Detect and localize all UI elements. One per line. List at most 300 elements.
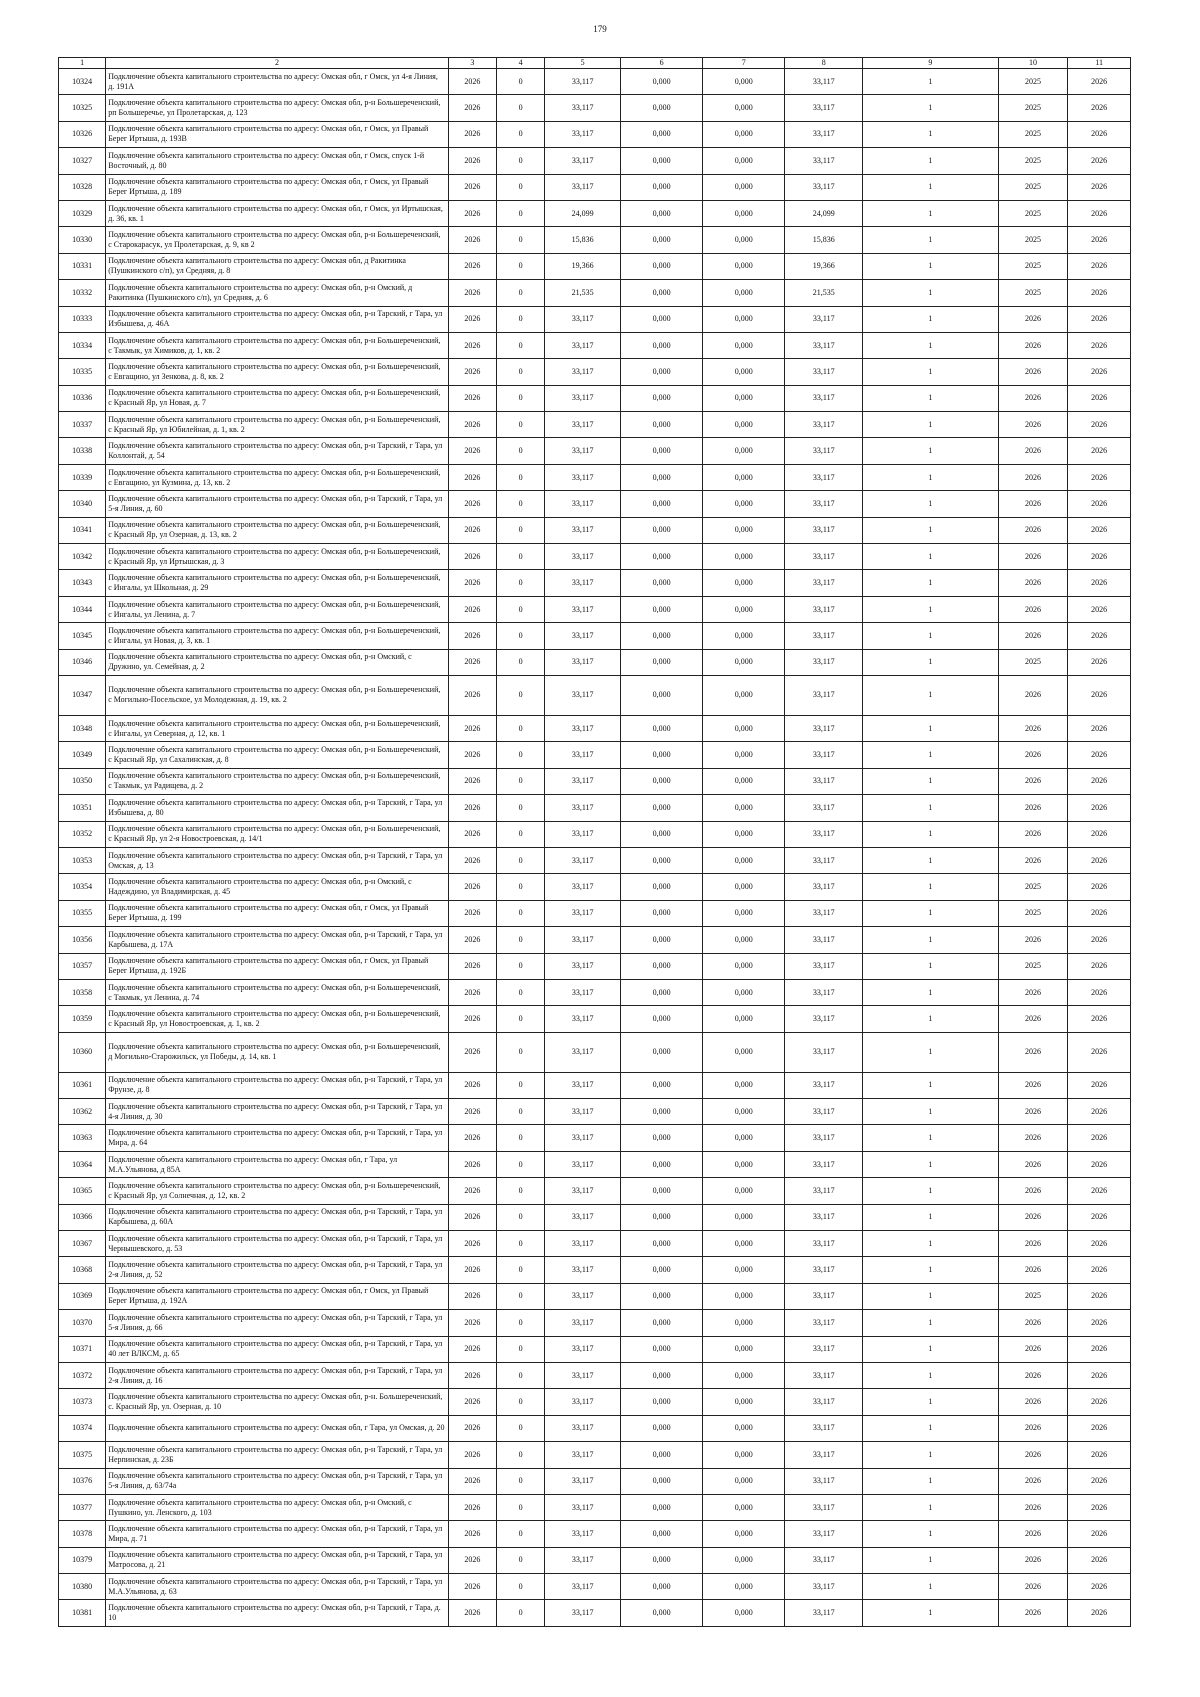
- table-row: [59, 768, 1131, 794]
- cell-col-11: 2026: [1068, 596, 1131, 622]
- cell-col-7: 0,000: [703, 675, 785, 715]
- table-row: [59, 517, 1131, 543]
- cell-col-8: 33,117: [785, 1415, 863, 1441]
- cell-col-8: 33,117: [785, 148, 863, 174]
- cell-col-4: 0: [497, 623, 545, 649]
- cell-col-8: 33,117: [785, 623, 863, 649]
- table-row: [59, 649, 1131, 675]
- cell-col-5: 33,117: [545, 596, 621, 622]
- cell-col-8: 24,099: [785, 200, 863, 226]
- cell-col-7: 0,000: [703, 1231, 785, 1257]
- cell-col-6: 0,000: [621, 795, 703, 821]
- cell-col-10: 2025: [998, 200, 1068, 226]
- row-id: 10345: [59, 623, 106, 649]
- cell-col-7: 0,000: [703, 1032, 785, 1072]
- row-description: Подключение объекта капитального строительства по адресу: Омская обл, г Тара, ул Омская, д. 20: [106, 1415, 449, 1441]
- row-id: 10379: [59, 1547, 106, 1573]
- cell-col-8: 33,117: [785, 649, 863, 675]
- cell-col-10: 2026: [998, 1032, 1068, 1072]
- cell-col-9: 1: [863, 1178, 998, 1204]
- cell-col-11: 2026: [1068, 491, 1131, 517]
- cell-col-3: 2026: [448, 900, 496, 926]
- cell-col-5: 33,117: [545, 1494, 621, 1520]
- cell-col-11: 2026: [1068, 174, 1131, 200]
- cell-col-7: 0,000: [703, 1415, 785, 1441]
- cell-col-8: 33,117: [785, 1072, 863, 1098]
- cell-col-7: 0,000: [703, 795, 785, 821]
- cell-col-7: 0,000: [703, 174, 785, 200]
- cell-col-6: 0,000: [621, 1547, 703, 1573]
- cell-col-11: 2026: [1068, 438, 1131, 464]
- cell-col-6: 0,000: [621, 464, 703, 490]
- cell-col-7: 0,000: [703, 649, 785, 675]
- cell-col-5: 33,117: [545, 95, 621, 121]
- column-number-4: 4: [497, 58, 545, 69]
- cell-col-7: 0,000: [703, 1521, 785, 1547]
- row-id: 10370: [59, 1310, 106, 1336]
- cell-col-3: 2026: [448, 1151, 496, 1177]
- row-id: 10329: [59, 200, 106, 226]
- cell-col-11: 2026: [1068, 1006, 1131, 1032]
- row-id: 10344: [59, 596, 106, 622]
- cell-col-5: 33,117: [545, 1547, 621, 1573]
- cell-col-4: 0: [497, 953, 545, 979]
- cell-col-5: 33,117: [545, 1521, 621, 1547]
- row-id: 10366: [59, 1204, 106, 1230]
- cell-col-4: 0: [497, 544, 545, 570]
- cell-col-3: 2026: [448, 675, 496, 715]
- cell-col-8: 33,117: [785, 715, 863, 741]
- cell-col-11: 2026: [1068, 675, 1131, 715]
- cell-col-7: 0,000: [703, 742, 785, 768]
- cell-col-4: 0: [497, 306, 545, 332]
- table-row: [59, 900, 1131, 926]
- cell-col-4: 0: [497, 412, 545, 438]
- cell-col-7: 0,000: [703, 979, 785, 1005]
- cell-col-6: 0,000: [621, 1006, 703, 1032]
- cell-col-4: 0: [497, 675, 545, 715]
- cell-col-3: 2026: [448, 1336, 496, 1362]
- cell-col-9: 1: [863, 1310, 998, 1336]
- cell-col-10: 2025: [998, 649, 1068, 675]
- row-description: Подключение объекта капитального строительства по адресу: Омская обл, р-н Большереченский, рп Большеречье, ул Пролетарская, д. 123: [106, 95, 449, 121]
- cell-col-5: 33,117: [545, 847, 621, 873]
- cell-col-9: 1: [863, 306, 998, 332]
- cell-col-3: 2026: [448, 227, 496, 253]
- cell-col-5: 33,117: [545, 1204, 621, 1230]
- cell-col-4: 0: [497, 148, 545, 174]
- table-row: [59, 1006, 1131, 1032]
- cell-col-9: 1: [863, 121, 998, 147]
- cell-col-10: 2026: [998, 768, 1068, 794]
- column-number-5: 5: [545, 58, 621, 69]
- row-id: 10368: [59, 1257, 106, 1283]
- table-row: [59, 306, 1131, 332]
- cell-col-6: 0,000: [621, 715, 703, 741]
- cell-col-5: 33,117: [545, 1600, 621, 1626]
- cell-col-9: 1: [863, 675, 998, 715]
- cell-col-7: 0,000: [703, 280, 785, 306]
- row-description: Подключение объекта капитального строительства по адресу: Омская обл, р-н Тарский, г Тара, ул Коллонтай, д. 54: [106, 438, 449, 464]
- cell-col-10: 2026: [998, 742, 1068, 768]
- cell-col-5: 33,117: [545, 570, 621, 596]
- table-row: [59, 121, 1131, 147]
- cell-col-3: 2026: [448, 596, 496, 622]
- cell-col-8: 21,535: [785, 280, 863, 306]
- cell-col-7: 0,000: [703, 253, 785, 279]
- row-id: 10346: [59, 649, 106, 675]
- cell-col-4: 0: [497, 1151, 545, 1177]
- row-id: 10325: [59, 95, 106, 121]
- row-description: Подключение объекта капитального строительства по адресу: Омская обл, р-н Большереченский, с Такмык, ул Химиков, д. 1, кв. 2: [106, 332, 449, 358]
- cell-col-5: 33,117: [545, 332, 621, 358]
- row-id: 10351: [59, 795, 106, 821]
- row-description: Подключение объекта капитального строительства по адресу: Омская обл, р-н Тарский, г Тара, ул 5-я Линия, д. 66: [106, 1310, 449, 1336]
- cell-col-7: 0,000: [703, 1547, 785, 1573]
- cell-col-6: 0,000: [621, 1521, 703, 1547]
- cell-col-8: 33,117: [785, 359, 863, 385]
- cell-col-4: 0: [497, 821, 545, 847]
- row-id: 10334: [59, 332, 106, 358]
- table-row: [59, 874, 1131, 900]
- cell-col-4: 0: [497, 1600, 545, 1626]
- cell-col-5: 33,117: [545, 385, 621, 411]
- row-id: 10331: [59, 253, 106, 279]
- row-id: 10371: [59, 1336, 106, 1362]
- cell-col-4: 0: [497, 1125, 545, 1151]
- cell-col-5: 15,836: [545, 227, 621, 253]
- cell-col-7: 0,000: [703, 1125, 785, 1151]
- table-row: [59, 1257, 1131, 1283]
- cell-col-11: 2026: [1068, 95, 1131, 121]
- cell-col-5: 33,117: [545, 359, 621, 385]
- cell-col-7: 0,000: [703, 412, 785, 438]
- cell-col-5: 33,117: [545, 1006, 621, 1032]
- cell-col-8: 33,117: [785, 491, 863, 517]
- table-row: [59, 464, 1131, 490]
- cell-col-9: 1: [863, 95, 998, 121]
- row-id: 10350: [59, 768, 106, 794]
- cell-col-7: 0,000: [703, 491, 785, 517]
- cell-col-5: 33,117: [545, 1310, 621, 1336]
- cell-col-7: 0,000: [703, 332, 785, 358]
- cell-col-11: 2026: [1068, 464, 1131, 490]
- cell-col-11: 2026: [1068, 1125, 1131, 1151]
- cell-col-4: 0: [497, 1231, 545, 1257]
- cell-col-7: 0,000: [703, 1072, 785, 1098]
- cell-col-4: 0: [497, 927, 545, 953]
- cell-col-3: 2026: [448, 1442, 496, 1468]
- cell-col-4: 0: [497, 570, 545, 596]
- cell-col-7: 0,000: [703, 821, 785, 847]
- cell-col-8: 33,117: [785, 570, 863, 596]
- cell-col-6: 0,000: [621, 438, 703, 464]
- cell-col-3: 2026: [448, 1099, 496, 1125]
- cell-col-6: 0,000: [621, 95, 703, 121]
- row-description: Подключение объекта капитального строительства по адресу: Омская обл, р-н Тарский, г Тара, ул Матросова, д. 21: [106, 1547, 449, 1573]
- table-row: [59, 174, 1131, 200]
- column-number-row: [59, 58, 1131, 69]
- cell-col-10: 2026: [998, 1178, 1068, 1204]
- cell-col-9: 1: [863, 1547, 998, 1573]
- cell-col-11: 2026: [1068, 1283, 1131, 1309]
- cell-col-6: 0,000: [621, 675, 703, 715]
- row-description: Подключение объекта капитального строительства по адресу: Омская обл, г Омск, спуск 1-й Восточный, д. 80: [106, 148, 449, 174]
- cell-col-6: 0,000: [621, 69, 703, 95]
- cell-col-3: 2026: [448, 1032, 496, 1072]
- cell-col-6: 0,000: [621, 1442, 703, 1468]
- cell-col-3: 2026: [448, 491, 496, 517]
- cell-col-3: 2026: [448, 517, 496, 543]
- table-row: [59, 280, 1131, 306]
- cell-col-8: 33,117: [785, 306, 863, 332]
- cell-col-5: 33,117: [545, 1362, 621, 1388]
- cell-col-7: 0,000: [703, 385, 785, 411]
- cell-col-4: 0: [497, 227, 545, 253]
- cell-col-9: 1: [863, 412, 998, 438]
- cell-col-4: 0: [497, 1204, 545, 1230]
- cell-col-5: 33,117: [545, 795, 621, 821]
- cell-col-3: 2026: [448, 1310, 496, 1336]
- cell-col-7: 0,000: [703, 1151, 785, 1177]
- cell-col-5: 33,117: [545, 544, 621, 570]
- cell-col-7: 0,000: [703, 306, 785, 332]
- row-id: 10362: [59, 1099, 106, 1125]
- cell-col-11: 2026: [1068, 715, 1131, 741]
- cell-col-10: 2026: [998, 464, 1068, 490]
- row-id: 10365: [59, 1178, 106, 1204]
- cell-col-3: 2026: [448, 1521, 496, 1547]
- cell-col-3: 2026: [448, 1006, 496, 1032]
- cell-col-10: 2026: [998, 438, 1068, 464]
- cell-col-7: 0,000: [703, 847, 785, 873]
- column-number-10: 10: [998, 58, 1068, 69]
- table-row: [59, 1600, 1131, 1626]
- cell-col-9: 1: [863, 768, 998, 794]
- cell-col-10: 2026: [998, 385, 1068, 411]
- cell-col-10: 2025: [998, 953, 1068, 979]
- cell-col-9: 1: [863, 649, 998, 675]
- cell-col-11: 2026: [1068, 1389, 1131, 1415]
- cell-col-7: 0,000: [703, 927, 785, 953]
- cell-col-3: 2026: [448, 174, 496, 200]
- cell-col-11: 2026: [1068, 1072, 1131, 1098]
- cell-col-6: 0,000: [621, 412, 703, 438]
- row-description: Подключение объекта капитального строительства по адресу: Омская обл, р-н Тарский, г Тара, ул Омская, д. 13: [106, 847, 449, 873]
- cell-col-5: 33,117: [545, 438, 621, 464]
- cell-col-6: 0,000: [621, 1099, 703, 1125]
- cell-col-3: 2026: [448, 821, 496, 847]
- cell-col-9: 1: [863, 1099, 998, 1125]
- cell-col-6: 0,000: [621, 517, 703, 543]
- cell-col-9: 1: [863, 280, 998, 306]
- row-id: 10343: [59, 570, 106, 596]
- cell-col-5: 33,117: [545, 927, 621, 953]
- cell-col-5: 33,117: [545, 464, 621, 490]
- cell-col-7: 0,000: [703, 1257, 785, 1283]
- cell-col-10: 2026: [998, 491, 1068, 517]
- row-description: Подключение объекта капитального строительства по адресу: Омская обл, р-н Тарский, г Тара, ул Избышева, д. 80: [106, 795, 449, 821]
- cell-col-4: 0: [497, 1032, 545, 1072]
- cell-col-7: 0,000: [703, 1362, 785, 1388]
- cell-col-9: 1: [863, 1442, 998, 1468]
- cell-col-5: 33,117: [545, 874, 621, 900]
- row-id: 10327: [59, 148, 106, 174]
- cell-col-3: 2026: [448, 1415, 496, 1441]
- cell-col-7: 0,000: [703, 953, 785, 979]
- row-description: Подключение объекта капитального строительства по адресу: Омская обл, г Омск, ул Иртышская, д. 36, кв. 1: [106, 200, 449, 226]
- cell-col-3: 2026: [448, 795, 496, 821]
- cell-col-8: 33,117: [785, 385, 863, 411]
- row-id: 10376: [59, 1468, 106, 1494]
- table-row: [59, 412, 1131, 438]
- cell-col-3: 2026: [448, 1547, 496, 1573]
- cell-col-11: 2026: [1068, 1521, 1131, 1547]
- column-number-3: 3: [448, 58, 496, 69]
- cell-col-8: 33,117: [785, 412, 863, 438]
- cell-col-7: 0,000: [703, 900, 785, 926]
- cell-col-8: 33,117: [785, 464, 863, 490]
- cell-col-3: 2026: [448, 464, 496, 490]
- cell-col-4: 0: [497, 174, 545, 200]
- cell-col-3: 2026: [448, 385, 496, 411]
- cell-col-5: 33,117: [545, 768, 621, 794]
- cell-col-5: 33,117: [545, 1389, 621, 1415]
- cell-col-11: 2026: [1068, 1257, 1131, 1283]
- cell-col-7: 0,000: [703, 1310, 785, 1336]
- cell-col-4: 0: [497, 69, 545, 95]
- cell-col-3: 2026: [448, 623, 496, 649]
- row-description: Подключение объекта капитального строительства по адресу: Омская обл, р-н Тарский, г Тара, ул Фрунзе, д. 8: [106, 1072, 449, 1098]
- cell-col-6: 0,000: [621, 306, 703, 332]
- cell-col-6: 0,000: [621, 1468, 703, 1494]
- cell-col-8: 33,117: [785, 1178, 863, 1204]
- cell-col-9: 1: [863, 1151, 998, 1177]
- row-description: Подключение объекта капитального строительства по адресу: Омская обл, р-н Большереченский, с Евгащино, ул Кузмина, д. 13, кв. 2: [106, 464, 449, 490]
- row-id: 10380: [59, 1574, 106, 1600]
- cell-col-10: 2025: [998, 148, 1068, 174]
- table-row: [59, 1072, 1131, 1098]
- cell-col-6: 0,000: [621, 1574, 703, 1600]
- cell-col-10: 2026: [998, 927, 1068, 953]
- cell-col-8: 33,117: [785, 1494, 863, 1520]
- row-id: 10333: [59, 306, 106, 332]
- row-description: Подключение объекта капитального строительства по адресу: Омская обл, р-н Тарский, г Тара, ул Чернышевского, д. 53: [106, 1231, 449, 1257]
- cell-col-5: 33,117: [545, 900, 621, 926]
- cell-col-4: 0: [497, 1442, 545, 1468]
- table-row: [59, 544, 1131, 570]
- row-description: Подключение объекта капитального строительства по адресу: Омская обл, р-н Тарский, г Тара, ул 5-я Линия, д. 63/74а: [106, 1468, 449, 1494]
- table-row: [59, 979, 1131, 1005]
- cell-col-7: 0,000: [703, 715, 785, 741]
- cell-col-6: 0,000: [621, 953, 703, 979]
- cell-col-5: 33,117: [545, 1336, 621, 1362]
- cell-col-5: 33,117: [545, 174, 621, 200]
- cell-col-11: 2026: [1068, 623, 1131, 649]
- table-row: [59, 1336, 1131, 1362]
- cell-col-7: 0,000: [703, 874, 785, 900]
- cell-col-10: 2025: [998, 280, 1068, 306]
- cell-col-3: 2026: [448, 1362, 496, 1388]
- cell-col-8: 33,117: [785, 1204, 863, 1230]
- cell-col-3: 2026: [448, 69, 496, 95]
- row-description: Подключение объекта капитального строительства по адресу: Омская обл, р-н Большереченский, с Ингалы, ул Школьная, д. 29: [106, 570, 449, 596]
- cell-col-10: 2026: [998, 1099, 1068, 1125]
- cell-col-7: 0,000: [703, 1336, 785, 1362]
- cell-col-10: 2026: [998, 1006, 1068, 1032]
- cell-col-8: 33,117: [785, 1468, 863, 1494]
- cell-col-6: 0,000: [621, 1032, 703, 1072]
- cell-col-6: 0,000: [621, 1310, 703, 1336]
- row-description: Подключение объекта капитального строительства по адресу: Омская обл, р-н Тарский, г Тара, ул Нерпинская, д. 23Б: [106, 1442, 449, 1468]
- cell-col-9: 1: [863, 1415, 998, 1441]
- row-id: 10381: [59, 1600, 106, 1626]
- cell-col-7: 0,000: [703, 1574, 785, 1600]
- cell-col-4: 0: [497, 95, 545, 121]
- cell-col-10: 2026: [998, 570, 1068, 596]
- cell-col-11: 2026: [1068, 306, 1131, 332]
- row-id: 10355: [59, 900, 106, 926]
- row-description: Подключение объекта капитального строительства по адресу: Омская обл, р-н Большереченский, с Красный Яр, ул Озерная, д. 13, кв. 2: [106, 517, 449, 543]
- row-description: Подключение объекта капитального строительства по адресу: Омская обл, р-н Тарский, г Тара, ул Карбышева, д. 60А: [106, 1204, 449, 1230]
- cell-col-6: 0,000: [621, 1389, 703, 1415]
- cell-col-10: 2026: [998, 623, 1068, 649]
- cell-col-9: 1: [863, 227, 998, 253]
- row-id: 10352: [59, 821, 106, 847]
- cell-col-5: 33,117: [545, 1072, 621, 1098]
- cell-col-5: 33,117: [545, 412, 621, 438]
- cell-col-8: 33,117: [785, 1257, 863, 1283]
- cell-col-10: 2025: [998, 253, 1068, 279]
- cell-col-4: 0: [497, 1574, 545, 1600]
- row-id: 10328: [59, 174, 106, 200]
- cell-col-8: 33,117: [785, 95, 863, 121]
- table-row: [59, 491, 1131, 517]
- cell-col-3: 2026: [448, 332, 496, 358]
- cell-col-11: 2026: [1068, 1099, 1131, 1125]
- row-id: 10359: [59, 1006, 106, 1032]
- row-description: Подключение объекта капитального строительства по адресу: Омская обл, р-н Большереченский, с Ингалы, ул Ленина, д. 7: [106, 596, 449, 622]
- cell-col-10: 2026: [998, 1257, 1068, 1283]
- cell-col-5: 33,117: [545, 1125, 621, 1151]
- row-description: Подключение объекта капитального строительства по адресу: Омская обл, р-н Омский, д Ракитинка (Пушкинского с/п), ул Средняя, д. 6: [106, 280, 449, 306]
- cell-col-5: 33,117: [545, 1415, 621, 1441]
- cell-col-3: 2026: [448, 121, 496, 147]
- cell-col-11: 2026: [1068, 385, 1131, 411]
- cell-col-11: 2026: [1068, 280, 1131, 306]
- table-row: [59, 821, 1131, 847]
- cell-col-3: 2026: [448, 412, 496, 438]
- cell-col-11: 2026: [1068, 332, 1131, 358]
- table-row: [59, 847, 1131, 873]
- cell-col-5: 33,117: [545, 1099, 621, 1125]
- cell-col-5: 33,117: [545, 1283, 621, 1309]
- cell-col-9: 1: [863, 253, 998, 279]
- row-id: 10341: [59, 517, 106, 543]
- cell-col-10: 2026: [998, 332, 1068, 358]
- cell-col-8: 33,117: [785, 953, 863, 979]
- cell-col-11: 2026: [1068, 544, 1131, 570]
- cell-col-10: 2026: [998, 1574, 1068, 1600]
- cell-col-8: 15,836: [785, 227, 863, 253]
- cell-col-5: 33,117: [545, 1574, 621, 1600]
- cell-col-10: 2026: [998, 412, 1068, 438]
- cell-col-7: 0,000: [703, 1204, 785, 1230]
- cell-col-5: 33,117: [545, 121, 621, 147]
- row-description: Подключение объекта капитального строительства по адресу: Омская обл, г Омск, ул 4-я Линия, д. 191А: [106, 69, 449, 95]
- row-description: Подключение объекта капитального строительства по адресу: Омская обл, р-н Большереченский, с Евгащино, ул Зенкова, д. 8, кв. 2: [106, 359, 449, 385]
- cell-col-9: 1: [863, 332, 998, 358]
